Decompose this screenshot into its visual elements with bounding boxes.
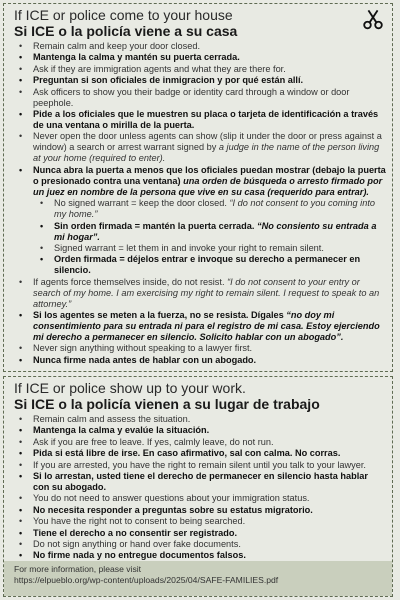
house-section [3, 3, 393, 372]
item-text-emphasis: “No consiento su entrada a mi hogar”. [54, 220, 377, 242]
list-item: • Tiene el derecho a no consentir ser registrado. [4, 528, 386, 539]
house-title-es: Si ICE o la policía viene a su casa [14, 23, 238, 39]
list-item [4, 277, 386, 310]
work-title-en: If ICE or police show up to your work. [14, 380, 246, 396]
item-text: No signed warrant = keep the door closed. [54, 198, 230, 209]
list-item: • Remain calm and assess the situation. [4, 414, 386, 425]
list-item: • No necesita responder a preguntas sobre su estatus migratorio. [4, 505, 386, 516]
item-text: Sin orden firmada = mantén la puerta cerrada. [54, 220, 257, 231]
list-item: • Ask if you are free to leave. If yes, calmly leave, do not run. [4, 437, 386, 448]
list-item: • Mantenga la calma y evalúe la situación. [4, 425, 386, 436]
list-item: • Mantenga la calma y mantén su puerta cerrada. [4, 52, 386, 63]
list-item: • If you are arrested, you have the right to remain silent until you talk to your lawyer. [4, 460, 386, 471]
list-item: • Remain calm and keep your door closed. [4, 41, 386, 52]
list-item: • Ask officers to show you their badge or identity card through a window or door peephole. [4, 87, 386, 109]
house-title-en: If ICE or police come to your house [14, 7, 233, 23]
item-text-emphasis: una orden de búsqueda o arresto firmado por un juez en nombre de la persona que vive en su casa (requerido para entrar). [33, 175, 383, 197]
item-text-emphasis: “no doy mi consentimiento para su entrada ni para el registro de mi casa. Estoy ejerciendo mi derecho a permanecer en silencio. Solicito hablar con un abogado”. [33, 310, 380, 343]
work-list [4, 414, 392, 561]
list-item [4, 131, 386, 164]
list-item [4, 221, 386, 243]
list-item: • Preguntan si son oficiales de inmigracion y por qué están allí. [4, 75, 386, 86]
item-text: If agents force themselves inside, do not resist. [33, 276, 228, 287]
list-item: • You have the right not to consent to being searched. [4, 516, 386, 527]
footer [4, 561, 392, 596]
list-item: • Pida si está libre de irse. En caso afirmativo, sal con calma. No corras. [4, 448, 386, 459]
item-text: Si los agentes se meten a la fuerza, no se resista. Dígales [33, 310, 287, 321]
footer-link[interactable]: https://elpueblo.org/wp-content/uploads/2025/04/SAFE-FAMILIES.pdf [14, 575, 279, 585]
scissors-icon [362, 9, 384, 31]
item-text: Nunca abra la puerta a menos que los oficiales puedan mostrar (debajo la puerta o presionado contra una ventana) [33, 164, 386, 186]
house-list [4, 41, 392, 366]
list-item: • No firme nada y no entregue documentos falsos. [4, 550, 386, 561]
item-text-emphasis: “I do not consent to your entry or search of my home. I am exercising my right to remain silent. I request to speak to an attorney.” [33, 276, 380, 309]
list-item: • Do not sign anything or hand over fake documents. [4, 539, 386, 550]
item-text-emphasis: a judge in the name of the person living at your home (required to enter). [33, 142, 380, 164]
item-text-emphasis: “I do not consent to you coming into my home.” [54, 198, 375, 220]
list-item: • Signed warrant = let them in and invoke your right to remain silent. [4, 243, 386, 254]
list-item [4, 198, 386, 220]
footer-text: For more information, please visit [14, 564, 142, 574]
list-item: • You do not need to answer questions about your immigration status. [4, 493, 386, 504]
list-item: • Ask if they are immigration agents and what they are there for. [4, 64, 386, 75]
item-text: Never open the door unless agents can show (slip it under the door or press against a window) a search or arrest warrant signed by [33, 131, 382, 153]
list-item [4, 310, 386, 343]
list-item: • Never sign anything without speaking to a lawyer first. [4, 343, 386, 354]
list-item: • Nunca firme nada antes de hablar con un abogado. [4, 355, 386, 366]
list-item: • Orden firmada = déjelos entrar e invoque su derecho a permanecer en silencio. [4, 254, 386, 276]
work-title-es: Si ICE o la policía vienen a su lugar de trabajo [14, 396, 320, 412]
work-section [3, 376, 393, 597]
list-item: • Si lo arrestan, usted tiene el derecho de permanecer en silencio hasta hablar con su abogado. [4, 471, 386, 493]
list-item [4, 165, 386, 198]
list-item: • Pide a los oficiales que le muestren su placa o tarjeta de identificación a través de una ventana o mirilla de la puerta. [4, 109, 386, 131]
